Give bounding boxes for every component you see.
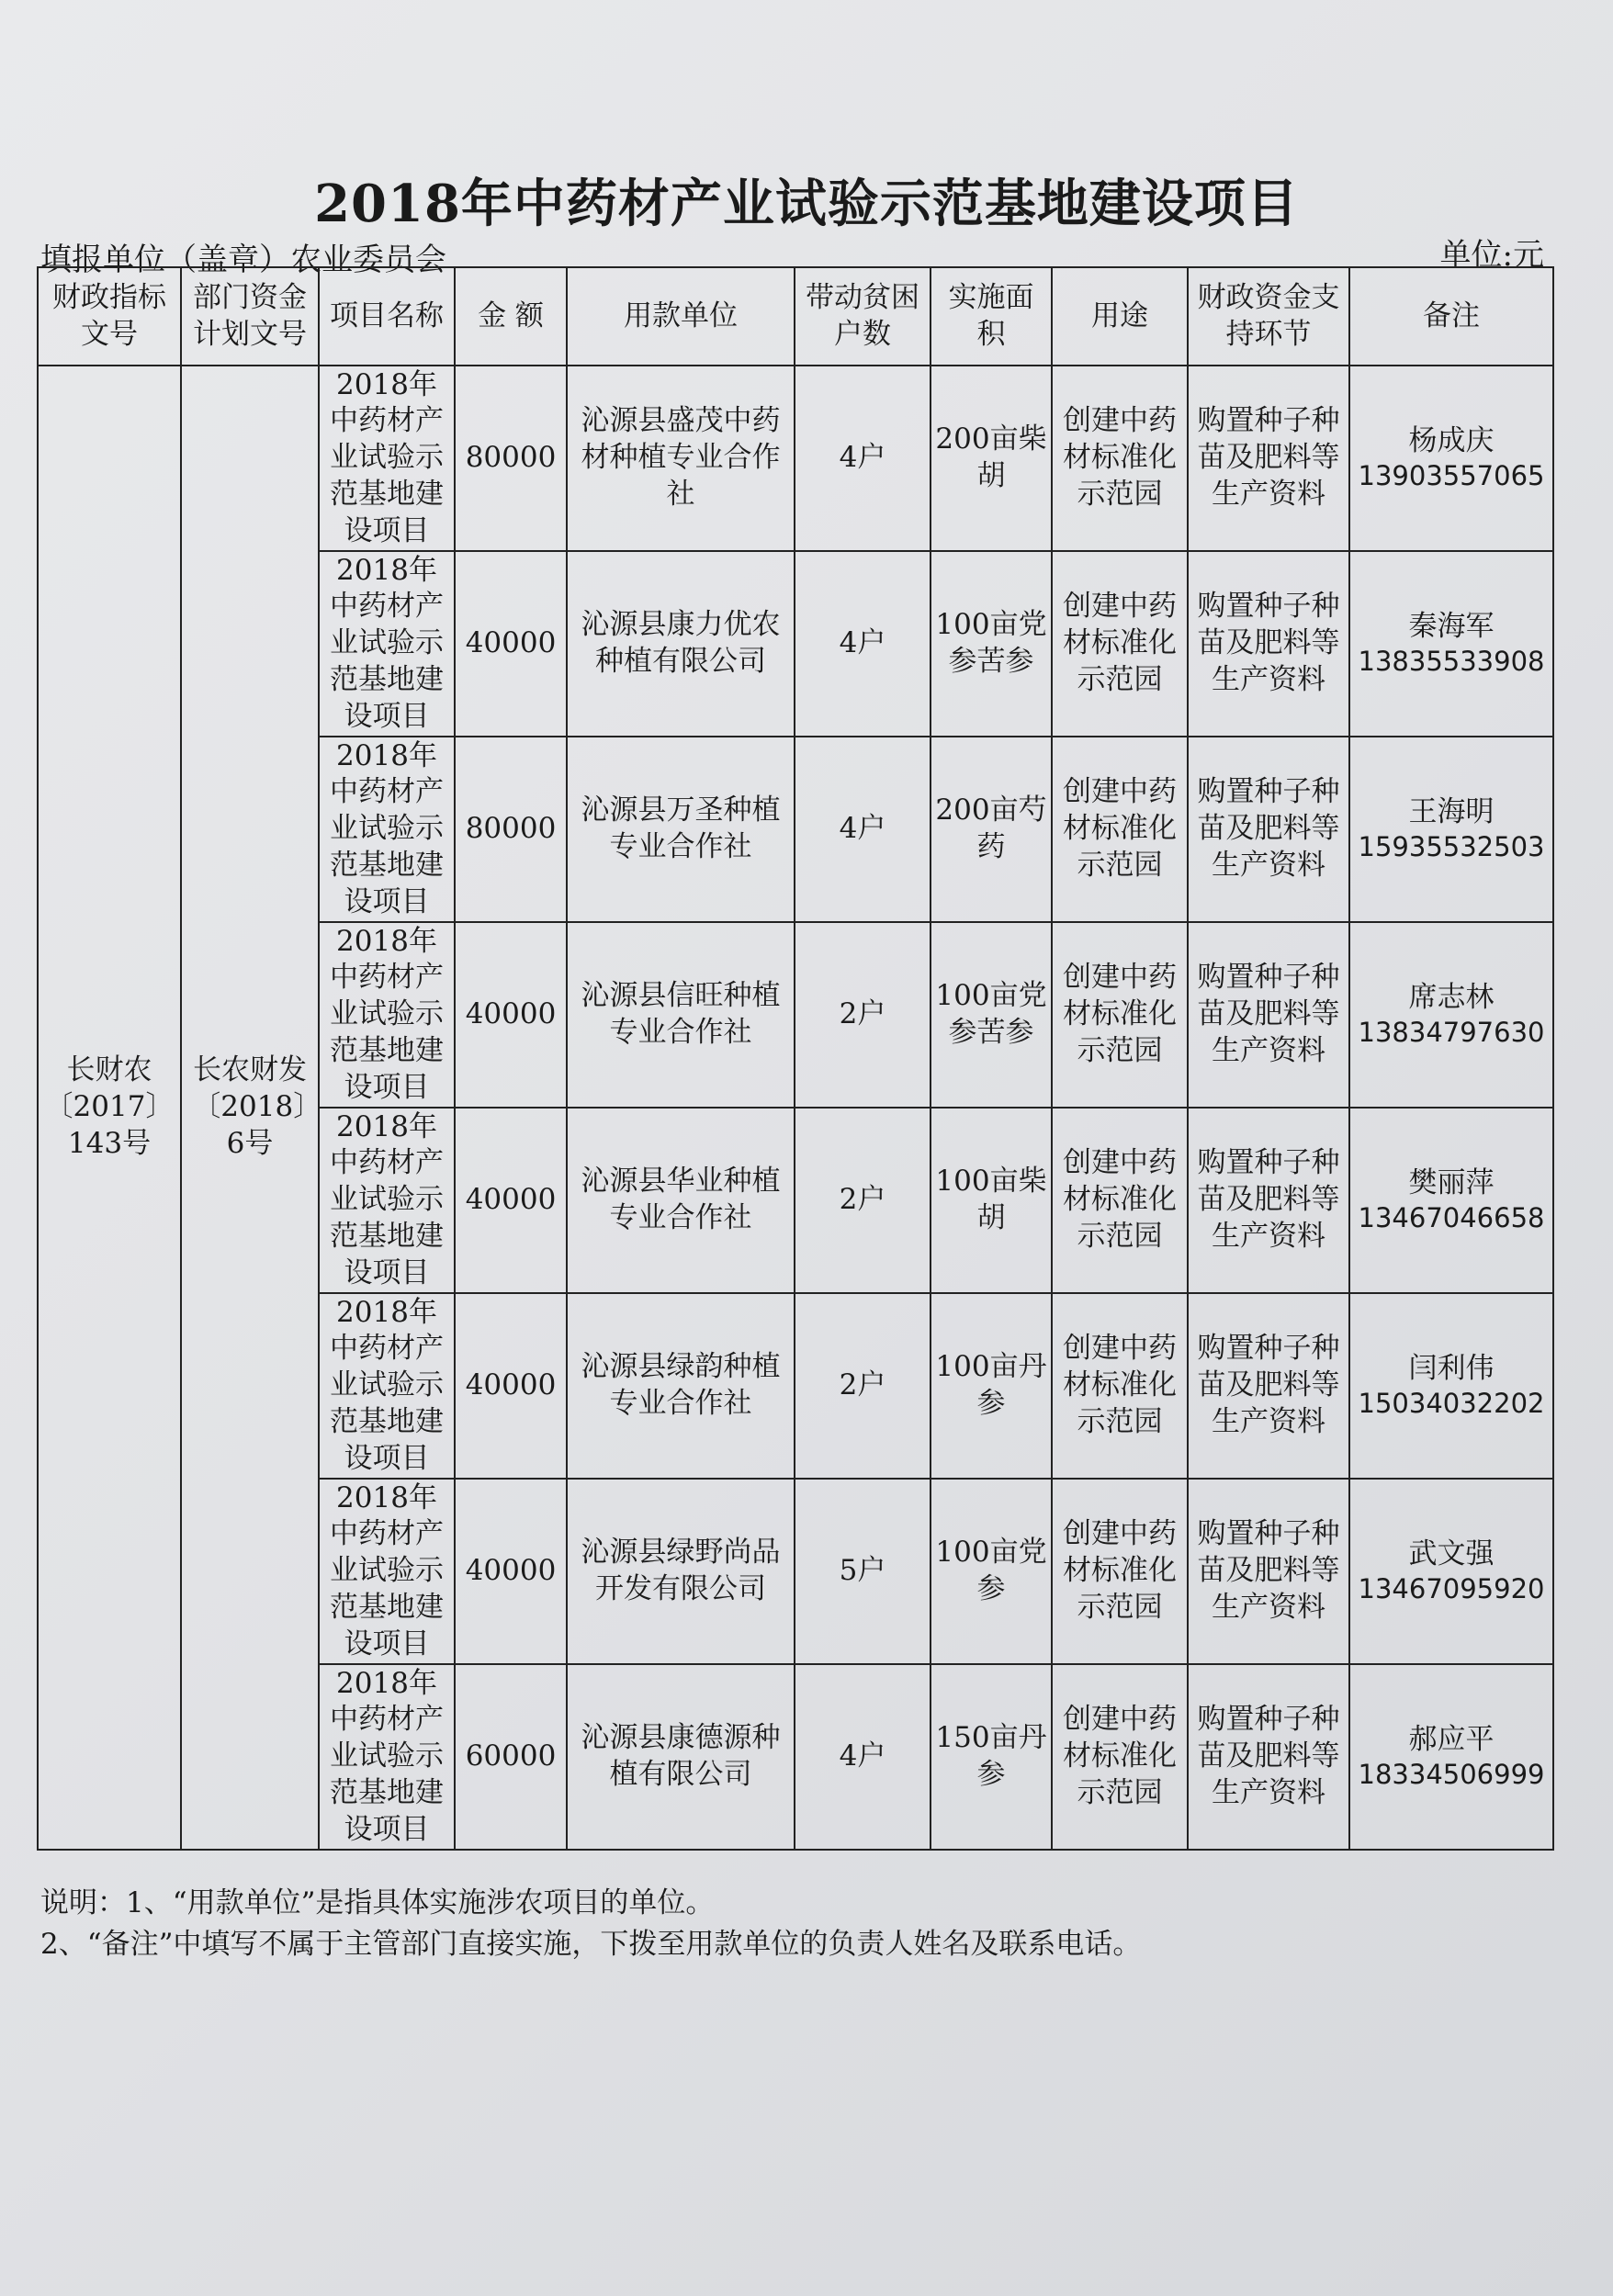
header-support: 财政资金支持环节 <box>1188 267 1349 366</box>
unit-cell: 沁源县绿韵种植专业合作社 <box>567 1293 795 1479</box>
support-cell: 购置种子种苗及肥料等生产资料 <box>1188 922 1349 1108</box>
project-cell: 2018年中药材产业试验示范基地建设项目 <box>319 737 455 922</box>
support-cell: 购置种子种苗及肥料等生产资料 <box>1188 1108 1349 1293</box>
contact-name: 樊丽萍 <box>1408 1165 1495 1199</box>
amount-cell: 40000 <box>455 551 567 737</box>
header-amount: 金 额 <box>455 267 567 366</box>
project-cell: 2018年中药材产业试验示范基地建设项目 <box>319 551 455 737</box>
table-row <box>38 366 1553 551</box>
use-cell: 创建中药材标准化示范园 <box>1052 366 1188 551</box>
contact-phone: 13834797630 <box>1358 1017 1545 1049</box>
header-remark: 备注 <box>1349 267 1553 366</box>
dept-plan-cell: 长农财发〔2018〕6号 <box>181 366 319 1850</box>
remark-cell <box>1349 551 1553 737</box>
use-cell: 创建中药材标准化示范园 <box>1052 1479 1188 1664</box>
project-cell: 2018年中药材产业试验示范基地建设项目 <box>319 1479 455 1664</box>
area-cell: 100亩党参苦参 <box>931 551 1052 737</box>
unit-cell: 沁源县信旺种植专业合作社 <box>567 922 795 1108</box>
area-cell: 100亩党参苦参 <box>931 922 1052 1108</box>
unit-cell: 沁源县万圣种植专业合作社 <box>567 737 795 922</box>
document-title: 2018年中药材产业试验示范基地建设项目 <box>314 174 1299 234</box>
contact-phone: 18334506999 <box>1358 1759 1545 1791</box>
amount-cell: 40000 <box>455 922 567 1108</box>
support-cell: 购置种子种苗及肥料等生产资料 <box>1188 1664 1349 1850</box>
area-cell: 150亩丹参 <box>931 1664 1052 1850</box>
use-cell: 创建中药材标准化示范园 <box>1052 922 1188 1108</box>
fin-index-cell: 长财农〔2017〕143号 <box>38 366 181 1850</box>
unit-cell: 沁源县华业种植专业合作社 <box>567 1108 795 1293</box>
remark-cell <box>1349 737 1553 922</box>
amount-cell: 40000 <box>455 1293 567 1479</box>
remark-cell <box>1349 1108 1553 1293</box>
contact-phone: 13467095920 <box>1358 1573 1545 1605</box>
footnotes <box>40 1883 1141 1965</box>
households-cell: 4户 <box>795 366 931 551</box>
contact-name: 秦海军 <box>1408 609 1495 643</box>
header-use: 用途 <box>1052 267 1188 366</box>
project-cell: 2018年中药材产业试验示范基地建设项目 <box>319 1293 455 1479</box>
use-cell: 创建中药材标准化示范园 <box>1052 1108 1188 1293</box>
use-cell: 创建中药材标准化示范园 <box>1052 737 1188 922</box>
amount-cell: 40000 <box>455 1108 567 1293</box>
contact-phone: 13467046658 <box>1358 1202 1545 1234</box>
households-cell: 2户 <box>795 1293 931 1479</box>
footnote-line-2: 2、“备注”中填写不属于主管部门直接实施，下拨至用款单位的负责人姓名及联系电话。 <box>40 1927 1142 1961</box>
project-cell: 2018年中药材产业试验示范基地建设项目 <box>319 922 455 1108</box>
use-cell: 创建中药材标准化示范园 <box>1052 551 1188 737</box>
support-cell: 购置种子种苗及肥料等生产资料 <box>1188 1293 1349 1479</box>
support-cell: 购置种子种苗及肥料等生产资料 <box>1188 551 1349 737</box>
currency-unit-label: 单位:元 <box>1439 237 1544 274</box>
households-cell: 4户 <box>795 737 931 922</box>
contact-name: 席志林 <box>1408 980 1495 1014</box>
contact-name: 闫利伟 <box>1408 1351 1495 1385</box>
header-dept-plan: 部门资金计划文号 <box>181 267 319 366</box>
remark-cell <box>1349 366 1553 551</box>
households-cell: 5户 <box>795 1479 931 1664</box>
contact-phone: 15034032202 <box>1358 1388 1545 1420</box>
contact-phone: 15935532503 <box>1358 831 1545 863</box>
project-table <box>37 266 1554 1851</box>
area-cell: 100亩党参 <box>931 1479 1052 1664</box>
header-fin-index: 财政指标文号 <box>38 267 181 366</box>
contact-name: 武文强 <box>1408 1536 1495 1570</box>
filler-unit-label: 填报单位（盖章）农业委员会 <box>40 242 446 278</box>
remark-cell <box>1349 1664 1553 1850</box>
remark-cell <box>1349 922 1553 1108</box>
area-cell: 100亩柴胡 <box>931 1108 1052 1293</box>
use-cell: 创建中药材标准化示范园 <box>1052 1293 1188 1479</box>
area-cell: 200亩芍药 <box>931 737 1052 922</box>
unit-cell: 沁源县盛茂中药材种植专业合作社 <box>567 366 795 551</box>
header-area: 实施面积 <box>931 267 1052 366</box>
households-cell: 2户 <box>795 922 931 1108</box>
project-cell: 2018年中药材产业试验示范基地建设项目 <box>319 1108 455 1293</box>
area-cell: 100亩丹参 <box>931 1293 1052 1479</box>
project-cell: 2018年中药材产业试验示范基地建设项目 <box>319 1664 455 1850</box>
remark-cell <box>1349 1293 1553 1479</box>
table-header-row <box>38 267 1553 366</box>
amount-cell: 60000 <box>455 1664 567 1850</box>
header-unit: 用款单位 <box>567 267 795 366</box>
contact-name: 杨成庆 <box>1408 423 1495 457</box>
amount-cell: 80000 <box>455 737 567 922</box>
amount-cell: 80000 <box>455 366 567 551</box>
contact-name: 郝应平 <box>1408 1722 1495 1756</box>
support-cell: 购置种子种苗及肥料等生产资料 <box>1188 366 1349 551</box>
households-cell: 2户 <box>795 1108 931 1293</box>
header-project: 项目名称 <box>319 267 455 366</box>
support-cell: 购置种子种苗及肥料等生产资料 <box>1188 1479 1349 1664</box>
contact-name: 王海明 <box>1408 794 1495 828</box>
amount-cell: 40000 <box>455 1479 567 1664</box>
header-households: 带动贫困户数 <box>795 267 931 366</box>
remark-cell <box>1349 1479 1553 1664</box>
unit-cell: 沁源县康德源种植有限公司 <box>567 1664 795 1850</box>
support-cell: 购置种子种苗及肥料等生产资料 <box>1188 737 1349 922</box>
area-cell: 200亩柴胡 <box>931 366 1052 551</box>
use-cell: 创建中药材标准化示范园 <box>1052 1664 1188 1850</box>
households-cell: 4户 <box>795 551 931 737</box>
footnote-line-1: 说明：1、“用款单位”是指具体实施涉农项目的单位。 <box>40 1886 715 1919</box>
contact-phone: 13903557065 <box>1358 460 1545 492</box>
households-cell: 4户 <box>795 1664 931 1850</box>
contact-phone: 13835533908 <box>1358 646 1545 678</box>
unit-cell: 沁源县绿野尚品开发有限公司 <box>567 1479 795 1664</box>
project-cell: 2018年中药材产业试验示范基地建设项目 <box>319 366 455 551</box>
unit-cell: 沁源县康力优农种植有限公司 <box>567 551 795 737</box>
